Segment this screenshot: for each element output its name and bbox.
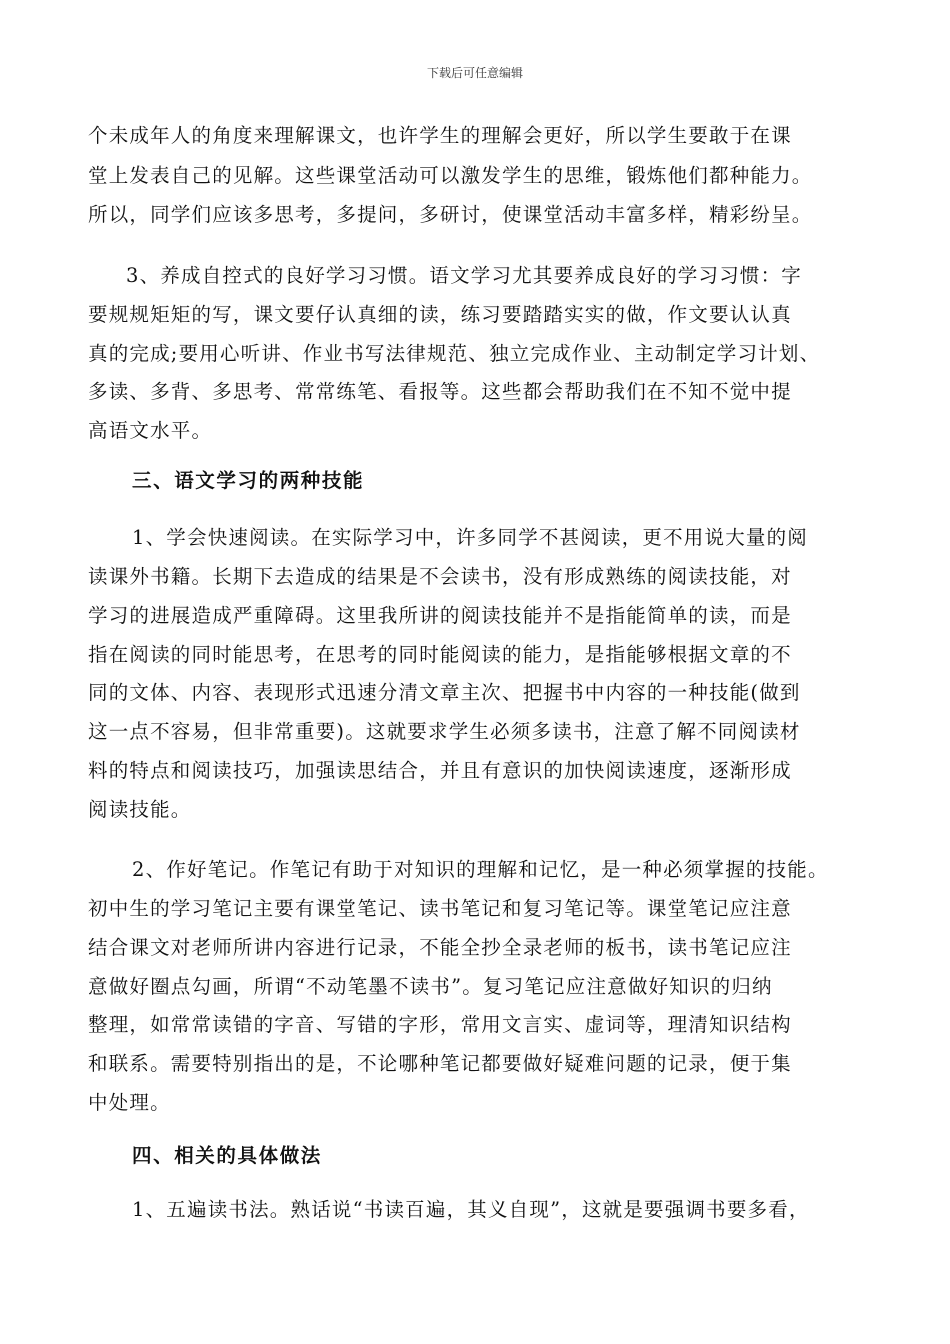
text-line: 同的文体、内容、表现形式迅速分清文章主次、把握书中内容的一种技能(做到: [88, 681, 801, 704]
text-line: 所以，同学们应该多思考，多提问，多研讨，使课堂活动丰富多样，精彩纷呈。: [88, 203, 813, 226]
text-line: 指在阅读的同时能思考，在思考的同时能阅读的能力，是指能够根据文章的不: [88, 643, 792, 666]
text-line: 读课外书籍。长期下去造成的结果是不会读书，没有形成熟练的阅读技能，对: [88, 565, 792, 588]
text-line: 要规规矩矩的写，课文要仔认真细的读，练习要踏踏实实的做，作文要认认真: [88, 303, 792, 326]
text-line: 料的特点和阅读技巧，加强读思结合，并且有意识的加快阅读速度，逐渐形成: [88, 759, 792, 782]
text-line: 结合课文对老师所讲内容进行记录，不能全抄全录老师的板书，读书笔记应注: [88, 936, 792, 959]
text-line: 高语文水平。: [88, 419, 213, 442]
text-line: 个未成年人的角度来理解课文，也许学生的理解会更好，所以学生要敢于在课: [88, 124, 792, 147]
section-heading: 三、语文学习的两种技能: [132, 469, 365, 492]
text-line: 学习的进展造成严重障碍。这里我所讲的阅读技能并不是指能简单的读，而是: [88, 604, 792, 627]
text-line: 阅读技能。: [88, 798, 192, 821]
text-line: 3、养成自控式的良好学习习惯。语文学习尤其要养成良好的学习习惯：字: [126, 264, 803, 287]
page-header: 下载后可任意编辑: [426, 66, 523, 80]
text-line: 多读、多背、多思考、常常练笔、看报等。这些都会帮助我们在不知不觉中提: [88, 380, 792, 403]
text-line: 意做好圈点勾画，所谓“不动笔墨不读书”。复习笔记应注意做好知识的归纳: [88, 975, 773, 998]
text-line: 真的完成;要用心听讲、作业书写法律规范、独立完成作业、主动制定学习计划、: [88, 342, 821, 365]
section-heading: 四、相关的具体做法: [132, 1144, 322, 1167]
text-line: 堂上发表自己的见解。这些课堂活动可以激发学生的思维，锻炼他们都种能力。: [88, 164, 813, 187]
text-line: 初中生的学习笔记主要有课堂笔记、读书笔记和复习笔记等。课堂笔记应注意: [88, 897, 792, 920]
text-line: 2、作好笔记。作笔记有助于对知识的理解和记忆，是一种必须掌握的技能。: [132, 858, 829, 881]
text-line: 1、学会快速阅读。在实际学习中，许多同学不甚阅读，更不用说大量的阅: [132, 526, 809, 549]
text-line: 和联系。需要特别指出的是，不论哪种笔记都要做好疑难问题的记录，便于集: [88, 1052, 792, 1075]
text-line: 中处理。: [88, 1091, 171, 1114]
text-line: 这一点不容易，但非常重要)。这就要求学生必须多读书，注意了解不同阅读材: [88, 720, 801, 743]
text-line: 1、五遍读书法。熟话说“书读百遍，其义自现”，这就是要强调书要多看，: [132, 1198, 810, 1221]
text-line: 整理，如常常读错的字音、写错的字形，常用文言实、虚词等，理清知识结构: [88, 1013, 792, 1036]
